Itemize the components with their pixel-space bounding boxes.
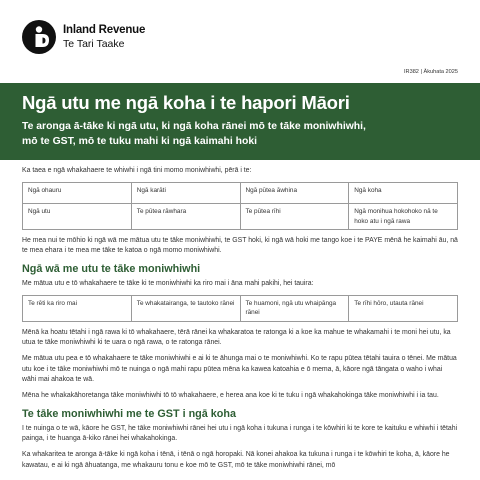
table-cell: Ngā karāti — [131, 183, 240, 204]
intro-paragraph: Ka taea e ngā whakahaere te whiwhi i ngā tini momo moniwhiwhi, pērā i te: — [22, 167, 252, 174]
document-body — [22, 166, 458, 477]
section-intro: Me mātua utu e tō whakahaere te tāke ki te moniwhiwhi ka riro mai i āna mahi pakihi, hei tauira: — [22, 279, 314, 287]
ird-logo-icon — [22, 20, 56, 54]
table-cell: Te pūtea rīhi — [240, 204, 349, 230]
document-reference: IR382 | Ākuhata 2025 — [403, 69, 458, 75]
body-paragraph: Me mātua utu pea e tō whakahaere te tāke moniwhiwhi e ai ki te āhunga mai o te moniwhiwhi. Ko te rapu pūtea tētahi tauira o tēnei. Me mātua utu koe i te tāke moniwhiwhi mō te nuinga o ngā mahi rapu pūtea mēna ka kawea katoahia e ō mema, ā, kāore ngā tāngata o waho i whai wāhi mai ahakoa te wā. — [22, 355, 457, 383]
table-cell: Ngā ohauru — [23, 183, 132, 204]
table-cell: Te rīhi hōro, utauta rānei — [349, 296, 458, 322]
body-paragraph: Ka whakaritea te aronga ā-tāke ki ngā koha i tēnā, i tēnā o ngā horopaki. Nā konei ahakoa ka tukuna i runga i te kōwhiri te koha, ā, kāore he kawatau, e ai ki ngā āhuatanga, me whakauru tonu e koe mō te GST, mō te tāke moniwhiwhi rānei, mō — [22, 451, 450, 469]
table-cell: Te whakatairanga, te tautoko rānei — [131, 296, 240, 322]
body-paragraph: Mēna he whakakāhoretanga tāke moniwhiwhi tō tō whakahaere, e herea ana koe ki te tuku i ngā whakahokinga tāke moniwhiwhi i ia tau. — [22, 392, 439, 400]
body-paragraph: I te nuinga o te wā, kāore he GST, he tāke moniwhiwhi rānei hei utu i ngā koha i tukuna i runga i te kōwhiri ki te kore te kaituku e whiwhi i tētahi painga, i te huanga ā-kiko rānei hei whakahokinga. — [22, 424, 458, 443]
section-heading: Ngā wā me utu te tāke moniwhiwhi — [22, 262, 201, 275]
logo-title: Inland Revenue — [63, 24, 146, 37]
table-cell: Ngā pūtea āwhina — [240, 183, 349, 204]
table-cell: Ngā monihua hokohoko nā te hoko atu i ngā rawa — [349, 204, 458, 230]
section-heading: Te tāke moniwhiwhi me te GST i ngā koha — [22, 407, 236, 420]
table-cell: Te pūtea rāwhara — [131, 204, 240, 230]
table-cell: Te huamoni, ngā utu whaipānga rānei — [240, 296, 349, 322]
page-title: Ngā utu me ngā koha i te hapori Māori — [22, 92, 350, 113]
inland-revenue-logo — [22, 20, 145, 54]
table-cell: Ngā koha — [349, 183, 458, 204]
body-paragraph: He mea nui te mōhio ki ngā wā me mātua utu te tāke moniwhiwhi, te GST hoki, ki ngā wā hoki me tango koe i te PAYE mēnā he kaimahi āu, nā te mea ehara i te mea me tāke te katoa o ngā momo moniwhiwhi. — [22, 236, 458, 255]
table-row — [23, 204, 458, 230]
table-row — [23, 296, 458, 322]
body-paragraph: Mēnā ka hoatu tētahi i ngā rawa ki tō whakahaere, tērā rānei ka whakaratoa te ratonga ki a koe ka mahue te whakamahi i te moni hei utu, ka utua te tāke moniwhiwhi ki te uara o ngā rawa, o te ratonga rānei. — [22, 328, 451, 346]
subtitle-line-1: Te aronga ā-tāke ki ngā utu, ki ngā koha rānei mō te tāke moniwhiwhi, — [22, 121, 366, 132]
income-types-table — [22, 182, 458, 230]
title-banner — [0, 83, 480, 160]
logo-subtitle: Te Tari Taake — [63, 37, 125, 50]
page-subtitle — [22, 120, 458, 149]
subtitle-line-2: mō te GST, mō te tuku mahi ki ngā kaimahi hoki — [22, 135, 257, 147]
table-row — [23, 183, 458, 204]
table-cell: Ngā utu — [23, 204, 132, 230]
taxable-income-table — [22, 295, 458, 322]
table-cell: Te rēti ka riro mai — [23, 296, 132, 322]
